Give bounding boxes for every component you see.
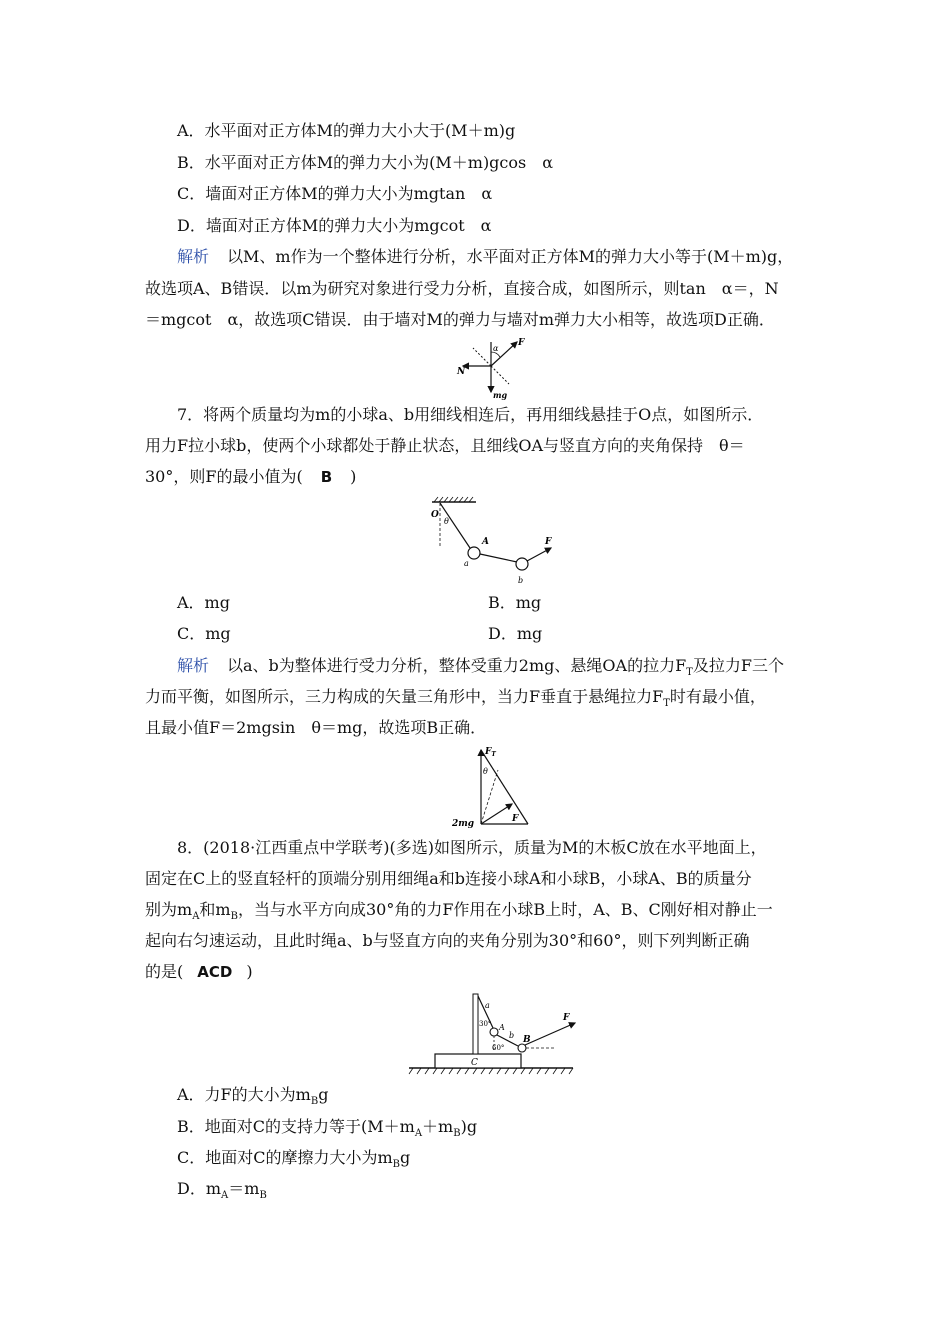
q8-option-d-sub1: A [221, 1190, 229, 1202]
q8-stem-close: ) [246, 962, 253, 981]
q8-fig-60deg: 60° [492, 1044, 505, 1052]
q7-solution-line-3: 且最小值F＝2mgsin θ＝mg，故选项B正确． [145, 718, 487, 737]
q8-stem-line-5 [145, 962, 253, 982]
q8-stem-line-4: 起向右匀速运动，且此时绳a、b与竖直方向的夹角分别为30°和60°，则下列判断正确 [145, 931, 750, 950]
q8-stem-line-3 [145, 900, 773, 927]
q7-solution-line-1 [177, 656, 784, 683]
q7-solution-text-2b: 时有最小值， [669, 687, 766, 706]
q8-option-b-sub2: B [453, 1128, 461, 1140]
q6-option-b: B．水平面对正方体M的弹力大小为(M＋m)gcos α [177, 153, 554, 172]
q6-solution-line-2: 故选项A、B错误．以m为研究对象进行受力分析，直接合成，如图所示，则tan α＝，N [145, 279, 779, 298]
q7-diagram [420, 496, 570, 588]
q6-option-c: C．墙面对正方体M的弹力大小为mgtan α [177, 184, 493, 203]
q6-fig-N: N [457, 367, 466, 377]
q8-fig-a: a [485, 1001, 490, 1010]
q8-stem-text-3a: 别为m [145, 900, 193, 919]
q7-solution-text-2: 力而平衡，如图所示，三力构成的矢量三角形中，当力F垂直于悬绳拉力F [145, 687, 664, 706]
q8-stem-text-3b: 和m [199, 900, 231, 919]
q8-diagram [405, 990, 580, 1076]
q7-fig-theta: θ [444, 517, 449, 526]
q8-option-b-text: B．地面对C的支持力等于(M＋m [177, 1117, 415, 1136]
q8-option-b-post: )g [460, 1117, 478, 1136]
q7-option-a: A．mg [177, 593, 230, 612]
q8-option-d-text: D．m [177, 1179, 222, 1198]
q8-option-b [177, 1117, 477, 1144]
q6-solution-text-1: 以M、m作为一个整体进行分析，水平面对正方体M的弹力大小等于(M＋m)g， [227, 247, 794, 266]
q7-fig2-2mg: 2mg [452, 819, 475, 829]
q8-stem-text-5: 的是( [145, 962, 184, 981]
q8-stem-text-3c: ，当与水平方向成30°角的力F作用在小球B上时，A、B、C刚好相对静止一 [237, 900, 773, 919]
q8-option-a [177, 1085, 328, 1112]
q7-fig2-FT-letter: F [485, 747, 492, 757]
q6-option-d: D．墙面对正方体M的弹力大小为mgcot α [177, 216, 492, 235]
q7-fig-A: A [482, 537, 489, 547]
q7-fig2-FT-sub: T [491, 751, 496, 758]
q7-option-d: D．mg [488, 624, 543, 643]
q7-fig-b: b [518, 576, 524, 585]
q8-option-b-mid: ＋m [422, 1117, 454, 1136]
q8-stem-line-1: 8．(2018·江西重点中学联考)(多选)如图所示，质量为M的木板C放在水平地面上， [177, 838, 767, 857]
q8-option-a-text: A．力F的大小为m [177, 1085, 311, 1104]
q8-option-a-sub: B [310, 1096, 319, 1108]
q7-solution-sub-2: T [663, 698, 670, 710]
q8-option-d [177, 1179, 267, 1206]
q6-force-diagram [455, 336, 535, 400]
q8-fig-30deg: 30° [479, 1020, 492, 1028]
q8-option-d-mid: ＝m [228, 1179, 260, 1198]
jiexi-label: 解析 [177, 656, 210, 675]
q7-option-b: B．mg [488, 593, 542, 612]
q6-fig-mg: mg [493, 390, 508, 400]
q6-fig-F: F [518, 338, 525, 348]
q7-fig-a: a [464, 559, 469, 568]
q8-option-c [177, 1148, 410, 1175]
q8-option-a-post: g [318, 1085, 329, 1104]
q7-fig2-FT [484, 747, 496, 758]
q8-stem-sub-a: A [192, 911, 200, 923]
q8-option-c-sub: B [392, 1159, 401, 1171]
q8-fig-B: B [523, 1035, 531, 1045]
q8-fig-A: A [499, 1023, 505, 1032]
q7-fig2-theta: θ [483, 767, 488, 776]
q6-fig-alpha: α [493, 344, 499, 353]
q8-option-d-sub2: B [259, 1190, 267, 1202]
q8-fig-F: F [563, 1013, 570, 1023]
q7-solution-text-1b: 及拉力F三个 [692, 656, 784, 675]
q7-solution-line-2 [145, 687, 766, 714]
jiexi-label: 解析 [177, 247, 210, 266]
q7-stem-line-2: 用力F拉小球b，使两个小球都处于静止状态，且细线OA与竖直方向的夹角保持 θ＝ [145, 436, 745, 455]
q7-stem-text: 30°，则F的最小值为( [145, 467, 303, 486]
q7-solution-sub-1: T [686, 667, 693, 679]
q7-option-c: C．mg [177, 624, 231, 643]
q7-fig-O: O [431, 510, 439, 520]
q8-stem-line-2: 固定在C上的竖直轻杆的顶端分别用细绳a和b连接小球A和小球B，小球A、B的质量分 [145, 869, 752, 888]
q8-fig-C: C [471, 1058, 478, 1068]
q8-option-b-sub1: A [414, 1128, 423, 1140]
q8-option-c-text: C．地面对C的摩擦力大小为m [177, 1148, 393, 1167]
q7-stem-close: ) [350, 467, 357, 486]
q7-fig2-F: F [512, 814, 519, 824]
q6-solution-line-1 [177, 247, 793, 267]
q8-option-c-post: g [400, 1148, 411, 1167]
q7-solution-text-1: 以a、b为整体进行受力分析，整体受重力2mg、悬绳OA的拉力F [227, 656, 687, 675]
q7-fig-F: F [545, 537, 552, 547]
q7-stem-line-1: 7．将两个质量均为m的小球a、b用细线相连后，再用细线悬挂于O点，如图所示． [177, 405, 764, 424]
q8-fig-b: b [509, 1031, 515, 1040]
q7-answer: B [320, 468, 333, 486]
q6-option-a: A．水平面对正方体M的弹力大小大于(M＋m)g [177, 121, 516, 140]
q7-stem-line-3 [145, 467, 356, 487]
q7-vector-triangle [450, 742, 540, 830]
q8-answer: ACD [197, 963, 233, 981]
q6-solution-line-3: ＝mgcot α，故选项C错误．由于墙对M的弹力与墙对m弹力大小相等，故选项D正确． [145, 310, 775, 329]
q8-stem-sub-b: B [230, 911, 238, 923]
